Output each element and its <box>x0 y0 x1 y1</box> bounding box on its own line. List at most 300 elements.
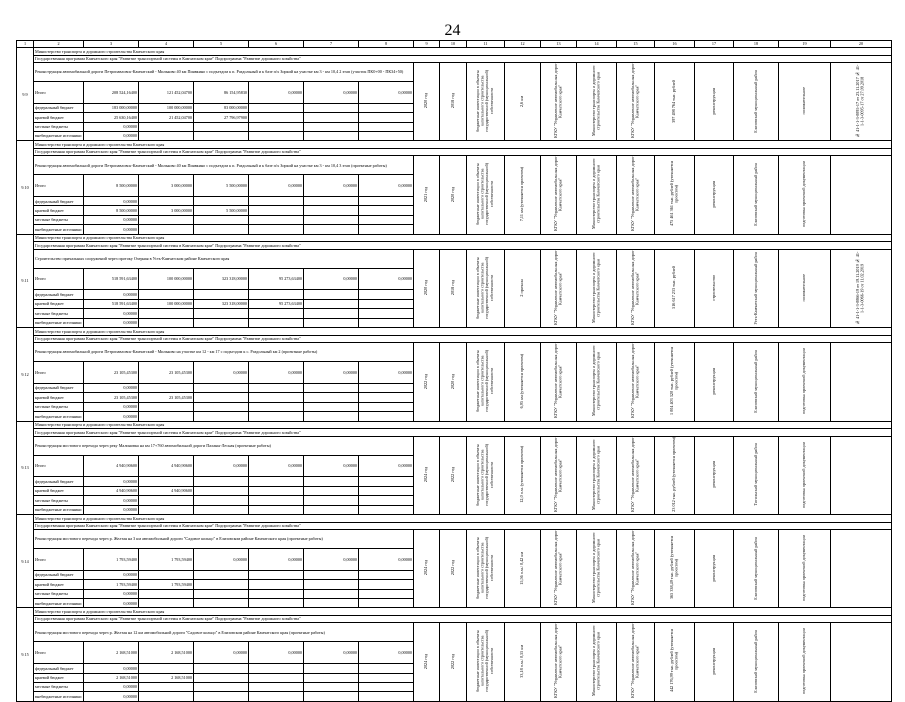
ministry-name: Министерство транспорта и дорожного строительства Камчатского края <box>34 48 892 56</box>
funding-amount <box>249 290 304 299</box>
column-16-cell <box>655 63 695 141</box>
funding-amount: 23 105,45300 <box>139 362 194 384</box>
funding-amount <box>359 692 414 701</box>
section-index: 9.9 <box>17 48 34 141</box>
funding-amount <box>359 477 414 486</box>
funding-amount <box>194 589 249 598</box>
funding-source-label: внебюджетные источники <box>34 412 84 421</box>
funding-source-label: федеральный бюджет <box>34 103 84 112</box>
funding-source-label: краевой бюджет <box>34 206 84 215</box>
funding-amount: 0,00000 <box>84 402 139 411</box>
column-10-text: 2018 год <box>449 93 455 109</box>
column-number: 7 <box>304 41 359 48</box>
column-15-text: КГКУ "Управление автомобильных дорог Камчатского края" <box>629 343 640 419</box>
ministry-name: Министерство транспорта и дорожного строительства Камчатского края <box>34 515 892 523</box>
funding-amount <box>139 589 194 598</box>
funding-amount <box>304 402 359 411</box>
column-17-cell <box>695 623 734 701</box>
column-number: 6 <box>249 41 304 48</box>
column-13-text: КГКУ "Управление автомобильных дорог Камчатского края" <box>552 63 563 139</box>
funding-amount: 0,00000 <box>84 570 139 579</box>
funding-amount <box>359 215 414 224</box>
funding-amount <box>359 309 414 318</box>
funding-amount: 1 793,59400 <box>139 548 194 570</box>
column-9-cell <box>414 436 440 514</box>
column-19-text: подготовка проектной документации <box>801 535 807 601</box>
funding-source-label: Итого <box>34 642 84 664</box>
funding-amount: 0,00000 <box>304 455 359 477</box>
column-9-cell <box>414 623 440 701</box>
funding-amount: 0,00000 <box>304 642 359 664</box>
funding-source-label: федеральный бюджет <box>34 197 84 206</box>
column-9-cell <box>414 63 440 141</box>
funding-amount <box>304 131 359 140</box>
funding-amount <box>249 383 304 392</box>
funding-amount <box>249 393 304 402</box>
column-12-cell <box>505 156 541 234</box>
column-10-text: 2022 год <box>449 560 455 576</box>
funding-amount <box>359 290 414 299</box>
funding-amount <box>359 402 414 411</box>
column-18-cell <box>734 156 779 234</box>
funding-amount <box>194 496 249 505</box>
funding-amount: 0,00000 <box>84 290 139 299</box>
column-19-cell <box>779 530 831 608</box>
funding-amount <box>194 290 249 299</box>
column-15-cell <box>617 249 655 327</box>
column-11-cell <box>467 436 505 514</box>
object-name: Строительство причальных сооружений через протоку Озерная в Усть-Камчатском районе Камчатского края <box>34 249 414 268</box>
column-17-cell <box>695 343 734 421</box>
funding-amount <box>194 309 249 318</box>
funding-amount: 0,00000 <box>249 362 304 384</box>
object-row <box>17 343 892 362</box>
funding-amount <box>139 570 194 579</box>
column-11-cell <box>467 623 505 701</box>
section-9-13-ministry-row <box>17 421 892 429</box>
column-number: 13 <box>541 41 577 48</box>
funding-amount <box>139 598 194 607</box>
funding-amount <box>304 570 359 579</box>
funding-source-label: местные бюджеты <box>34 122 84 131</box>
funding-source-label: местные бюджеты <box>34 682 84 691</box>
column-18-cell <box>734 343 779 421</box>
funding-source-label: федеральный бюджет <box>34 383 84 392</box>
funding-source-label: местные бюджеты <box>34 309 84 318</box>
funding-amount: 2 168,51000 <box>84 673 139 682</box>
column-12-text: 15,56 п.м./ 0,42 км <box>519 551 525 585</box>
object-row <box>17 156 892 175</box>
funding-source-label: Итого <box>34 175 84 197</box>
funding-amount <box>249 673 304 682</box>
funding-amount: 0,00000 <box>359 268 414 290</box>
column-9-text: 2024 год <box>423 653 429 669</box>
column-number: 17 <box>695 41 734 48</box>
funding-amount: 0,00000 <box>249 548 304 570</box>
column-15-text: КГКУ "Управление автомобильных дорог Камчатского края" <box>629 530 640 606</box>
column-16-cell <box>655 530 695 608</box>
column-number: 15 <box>617 41 655 48</box>
funding-amount <box>359 580 414 589</box>
column-10-cell <box>440 156 467 234</box>
column-10-text: 2020 год <box>449 186 455 202</box>
program-name: Государственная программа Камчатского края "Развитие транспортной системы в Камчатском крае" Подпрограмма "Развитие дорожного хозяйства" <box>34 429 892 437</box>
column-15-text: КГКУ "Управление автомобильных дорог Камчатского края" <box>629 157 640 232</box>
funding-amount: 21 452,04700 <box>139 113 194 122</box>
funding-source-label: Итого <box>34 81 84 103</box>
funding-amount: 0,00000 <box>84 318 139 327</box>
column-14-text: Министерство транспорта и дорожного строительства Камчатского края <box>590 532 601 604</box>
column-18-cell <box>734 530 779 608</box>
column-16-text: 1 004 403 320 тыс. рублей (уточняется проектом) <box>668 347 679 416</box>
funding-amount <box>194 580 249 589</box>
column-number: 4 <box>139 41 194 48</box>
ministry-name: Министерство транспорта и дорожного строительства Камчатского края <box>34 328 892 336</box>
funding-amount <box>249 103 304 112</box>
column-15-cell <box>617 63 655 141</box>
column-15-text: КГКУ "Управление автомобильных дорог Камчатского края" <box>629 63 640 139</box>
funding-amount: 8 500,00000 <box>84 206 139 215</box>
column-14-cell <box>577 343 617 421</box>
funding-amount: 95 273,63400 <box>249 268 304 290</box>
funding-amount <box>194 215 249 224</box>
funding-amount: 0,00000 <box>84 682 139 691</box>
section-9-11-ministry-row <box>17 234 892 242</box>
funding-amount: 0,00000 <box>249 455 304 477</box>
funding-amount: 83 000,00000 <box>194 103 249 112</box>
funding-amount: 0,00000 <box>84 197 139 206</box>
funding-source-label: местные бюджеты <box>34 496 84 505</box>
column-9-text: 2022 год <box>423 373 429 389</box>
funding-amount <box>304 673 359 682</box>
column-16-text: 442 176,99 тыс. рублей (уточняется проектом) <box>668 630 679 693</box>
funding-amount: 95 273,63400 <box>249 299 304 308</box>
funding-amount <box>304 580 359 589</box>
funding-amount: 0,00000 <box>194 548 249 570</box>
column-17-cell <box>695 436 734 514</box>
program-name: Государственная программа Камчатского края "Развитие транспортной системы в Камчатском крае" Подпрограмма "Развитие дорожного хозяйства" <box>34 148 892 156</box>
column-17-text: реконструкция <box>710 648 716 675</box>
column-12-text: 2 причала <box>519 278 525 297</box>
funding-amount: 3 000,00000 <box>139 206 194 215</box>
funding-amount <box>194 486 249 495</box>
column-9-text: 2024 год <box>423 467 429 483</box>
program-name: Государственная программа Камчатского края "Развитие транспортной системы в Камчатском крае" Подпрограмма "Развитие дорожного хозяйства" <box>34 522 892 530</box>
funding-amount <box>194 318 249 327</box>
funding-amount: 2 168,51000 <box>139 673 194 682</box>
column-13-text: КГКУ "Управление автомобильных дорог Камчатского края" <box>552 157 563 232</box>
column-13-text: КГКУ "Управление автомобильных дорог Камчатского края" <box>552 624 563 699</box>
funding-amount <box>194 477 249 486</box>
funding-amount <box>249 318 304 327</box>
column-14-text: Министерство транспорта и дорожного строительства Камчатского края <box>590 252 601 324</box>
funding-amount: 0,00000 <box>84 225 139 234</box>
column-10-cell <box>440 343 467 421</box>
column-10-cell <box>440 436 467 514</box>
funding-amount <box>249 505 304 514</box>
funding-amount <box>249 496 304 505</box>
funding-amount <box>194 505 249 514</box>
column-16-text: 475 461 361 тыс. рублей (уточняется проектом) <box>668 161 679 227</box>
column-14-text: Министерство транспорта и дорожного строительства Камчатского края <box>590 626 601 697</box>
funding-source-label: краевой бюджет <box>34 580 84 589</box>
object-name: Реконструкция мостового перехода через р. Желтая на 3 км автомобильной дороги "Садовое кольцо" в Елизовском районе Камчатского края (проектные работы) <box>34 530 414 549</box>
object-name: Реконструкция автомобильной дороги Петропавловск-Камчатский - Мильково 40 км Пиявкино с подъездом к п. Раздольный и к базе п/х Зоркий на участке км 3 - км 10,4 2 этап (участок ПК0+00 - ПК34+50) <box>34 63 414 82</box>
funding-amount <box>304 225 359 234</box>
column-17-cell <box>695 530 734 608</box>
column-12-text: 12,0 п.м. (уточняется проектом) <box>519 446 525 503</box>
funding-source-label: местные бюджеты <box>34 215 84 224</box>
funding-source-label: внебюджетные источники <box>34 131 84 140</box>
column-18-text: Усть-Камчатский муниципальный район <box>752 251 758 325</box>
funding-amount <box>249 570 304 579</box>
column-number-row <box>17 41 892 48</box>
funding-amount: 100 000,00000 <box>139 299 194 308</box>
funding-amount: 0,00000 <box>249 175 304 197</box>
column-17-text: реконструкция <box>710 461 716 488</box>
funding-amount <box>304 113 359 122</box>
column-18-text: Елизовский муниципальный район <box>752 630 758 693</box>
funding-amount <box>249 122 304 131</box>
column-11-cell <box>467 156 505 234</box>
funding-amount: 1 793,59400 <box>139 580 194 589</box>
funding-amount <box>304 664 359 673</box>
column-19-cell <box>779 156 831 234</box>
column-number: 2 <box>34 41 84 48</box>
funding-amount: 323 318,00000 <box>194 268 249 290</box>
column-number: 16 <box>655 41 695 48</box>
page-number: 24 <box>444 22 461 39</box>
column-15-cell <box>617 436 655 514</box>
column-15-text: КГКУ "Управление автомобильных дорог Камчатского края" <box>629 624 640 699</box>
funding-amount: 27 796,97900 <box>194 113 249 122</box>
column-20-cell <box>831 156 892 234</box>
funding-amount <box>139 383 194 392</box>
funding-source-label: федеральный бюджет <box>34 290 84 299</box>
program-row <box>17 148 892 156</box>
funding-amount <box>304 122 359 131</box>
funding-amount: 23 105,45300 <box>139 393 194 402</box>
funding-amount <box>139 131 194 140</box>
column-20-cell <box>831 530 892 608</box>
funding-amount <box>194 673 249 682</box>
column-14-cell <box>577 436 617 514</box>
column-19-text: подготовка проектной документации <box>801 628 807 695</box>
funding-amount <box>359 131 414 140</box>
funding-source-label: краевой бюджет <box>34 113 84 122</box>
funding-amount: 0,00000 <box>84 589 139 598</box>
column-10-cell <box>440 530 467 608</box>
funding-amount <box>194 225 249 234</box>
column-19-text: положительное <box>801 87 807 115</box>
funding-source-label: внебюджетные источники <box>34 505 84 514</box>
funding-amount <box>359 103 414 112</box>
column-13-cell <box>541 623 577 701</box>
funding-amount: 4 940,90600 <box>139 455 194 477</box>
funding-amount <box>304 197 359 206</box>
column-12-cell <box>505 63 541 141</box>
column-12-text: 6,95 км (уточняется проектом) <box>519 354 525 409</box>
funding-amount: 183 000,00000 <box>84 103 139 112</box>
funding-amount <box>139 477 194 486</box>
funding-amount: 0,00000 <box>194 362 249 384</box>
column-11-text: бюджетные инвестиции в объекты капитального строительства государственной (муниципальной) собственности <box>475 163 495 226</box>
funding-amount: 323 318,00000 <box>194 299 249 308</box>
funding-source-label: федеральный бюджет <box>34 570 84 579</box>
funding-amount: 0,00000 <box>249 81 304 103</box>
column-17-cell <box>695 249 734 327</box>
funding-amount <box>359 673 414 682</box>
column-20-cell <box>831 623 892 701</box>
program-name: Государственная программа Камчатского края "Развитие транспортной системы в Камчатском крае" Подпрограмма "Развитие дорожного хозяйства" <box>34 242 892 250</box>
column-10-cell <box>440 249 467 327</box>
funding-amount <box>304 309 359 318</box>
funding-amount <box>304 103 359 112</box>
column-11-text: бюджетные инвестиции в объекты капитального строительства государственной (муниципальной) собственности <box>475 350 495 413</box>
funding-amount <box>359 496 414 505</box>
funding-amount: 86 154,95830 <box>194 81 249 103</box>
funding-amount <box>249 477 304 486</box>
column-17-text: строительство <box>710 275 716 301</box>
column-17-text: реконструкция <box>710 87 716 115</box>
section-index: 9.13 <box>17 421 34 514</box>
object-name: Реконструкция автомобильной дороги Петропавловск-Камчатский - Мильково на участке км 12 - км 17 с подъездом к с. Раздольный км 2 (проектные работы) <box>34 343 414 362</box>
funding-amount: 4 940,90600 <box>84 455 139 477</box>
investment-table <box>16 40 892 702</box>
funding-amount: 0,00000 <box>359 81 414 103</box>
object-name: Реконструкция мостового перехода через р. Желтая на 12 км автомобильной дороги "Садовое кольцо" в Елизовском районе Камчатского края (проектные работы) <box>34 623 414 642</box>
funding-amount <box>359 122 414 131</box>
funding-amount <box>194 393 249 402</box>
column-14-text: Министерство транспорта и дорожного строительства Камчатского края <box>590 439 601 510</box>
funding-amount <box>359 412 414 421</box>
funding-amount <box>139 505 194 514</box>
column-11-cell <box>467 63 505 141</box>
column-15-cell <box>617 623 655 701</box>
funding-amount: 0,00000 <box>304 81 359 103</box>
funding-source-label: краевой бюджет <box>34 673 84 682</box>
object-row <box>17 249 892 268</box>
funding-amount <box>139 664 194 673</box>
funding-source-label: краевой бюджет <box>34 393 84 402</box>
column-11-text: бюджетные инвестиции в объекты капитального строительства государственной (муниципальной) собственности <box>475 443 495 506</box>
column-17-text: реконструкция <box>710 368 716 395</box>
column-19-cell <box>779 249 831 327</box>
column-9-text: 2021 год <box>423 186 429 202</box>
object-name: Реконструкция мостового перехода через реку Малиновка на км 17+760 автомобильной дороги Паланы-Лесная (проектные работы) <box>34 436 414 455</box>
object-row <box>17 63 892 82</box>
ministry-name: Министерство транспорта и дорожного строительства Камчатского края <box>34 608 892 616</box>
funding-amount: 0,00000 <box>84 122 139 131</box>
column-10-text: 2022 год <box>449 653 455 669</box>
funding-amount: 0,00000 <box>84 477 139 486</box>
funding-amount <box>359 318 414 327</box>
column-number: 3 <box>84 41 139 48</box>
column-13-cell <box>541 343 577 421</box>
funding-source-label: Итого <box>34 362 84 384</box>
funding-amount <box>194 122 249 131</box>
column-13-text: КГКУ "Управление автомобильных дорог Камчатского края" <box>552 250 563 326</box>
column-13-cell <box>541 63 577 141</box>
funding-amount <box>359 197 414 206</box>
funding-amount <box>249 580 304 589</box>
funding-amount <box>249 131 304 140</box>
column-12-cell <box>505 343 541 421</box>
funding-amount <box>194 412 249 421</box>
funding-amount <box>359 589 414 598</box>
funding-amount <box>139 215 194 224</box>
funding-amount <box>139 412 194 421</box>
column-19-cell <box>779 63 831 141</box>
column-20-cell <box>831 63 892 141</box>
column-9-text: 2020 год <box>423 280 429 296</box>
funding-amount <box>304 505 359 514</box>
funding-amount <box>139 122 194 131</box>
column-13-cell <box>541 530 577 608</box>
column-12-cell <box>505 530 541 608</box>
column-13-text: КГКУ "Управление автомобильных дорог Камчатского края" <box>552 530 563 606</box>
funding-source-label: Итого <box>34 548 84 570</box>
funding-amount <box>304 393 359 402</box>
column-14-cell <box>577 156 617 234</box>
column-15-cell <box>617 156 655 234</box>
column-12-cell <box>505 623 541 701</box>
column-12-cell <box>505 249 541 327</box>
column-number: 12 <box>505 41 541 48</box>
funding-amount <box>194 383 249 392</box>
column-14-cell <box>577 249 617 327</box>
column-16-cell <box>655 436 695 514</box>
funding-amount <box>249 309 304 318</box>
ministry-name: Министерство транспорта и дорожного строительства Камчатского края <box>34 234 892 242</box>
funding-amount <box>194 664 249 673</box>
section-9-10-ministry-row <box>17 141 892 149</box>
funding-amount <box>249 225 304 234</box>
funding-amount <box>304 318 359 327</box>
column-16-cell <box>655 343 695 421</box>
funding-source-label: федеральный бюджет <box>34 477 84 486</box>
column-19-text: подготовка проектной документации <box>801 348 807 415</box>
funding-amount <box>139 290 194 299</box>
ministry-name: Министерство транспорта и дорожного строительства Камчатского края <box>34 421 892 429</box>
section-9-9-ministry-row <box>17 48 892 56</box>
funding-amount: 518 591,63400 <box>84 268 139 290</box>
column-17-cell <box>695 156 734 234</box>
funding-amount <box>304 383 359 392</box>
column-17-text: реконструкция <box>710 554 716 582</box>
funding-amount <box>359 206 414 215</box>
column-14-cell <box>577 530 617 608</box>
column-20-text: № 41-1-1-3-0095-17 от 23.11.2017 № 41-1-1-3-0095-17 от 27.09.2018 <box>855 64 865 138</box>
funding-amount: 23 105,45300 <box>84 393 139 402</box>
column-number: 1 <box>17 41 34 48</box>
program-row <box>17 335 892 343</box>
column-17-cell <box>695 63 734 141</box>
column-16-text: 23 012 тыс. рублей (уточняется проектом) <box>671 437 677 512</box>
funding-amount <box>139 309 194 318</box>
funding-amount <box>249 412 304 421</box>
funding-amount: 121 452,04700 <box>139 81 194 103</box>
funding-amount: 25 630,16400 <box>84 113 139 122</box>
funding-amount: 100 000,00000 <box>139 103 194 112</box>
object-name: Реконструкция автомобильной дороги Петропавловск-Камчатский - Мильково 40 км Пиявкино с подъездом к п. Раздольный и к базе п/х Зоркий на участке км 3 - км 10,4 3 этап (проектные работы) <box>34 156 414 175</box>
column-9-cell <box>414 156 440 234</box>
column-11-text: бюджетные инвестиции в объекты капитального строительства государственной (муниципальной) собственности <box>475 536 495 600</box>
funding-amount <box>304 682 359 691</box>
column-15-cell <box>617 530 655 608</box>
funding-amount: 0,00000 <box>84 309 139 318</box>
funding-amount <box>304 692 359 701</box>
